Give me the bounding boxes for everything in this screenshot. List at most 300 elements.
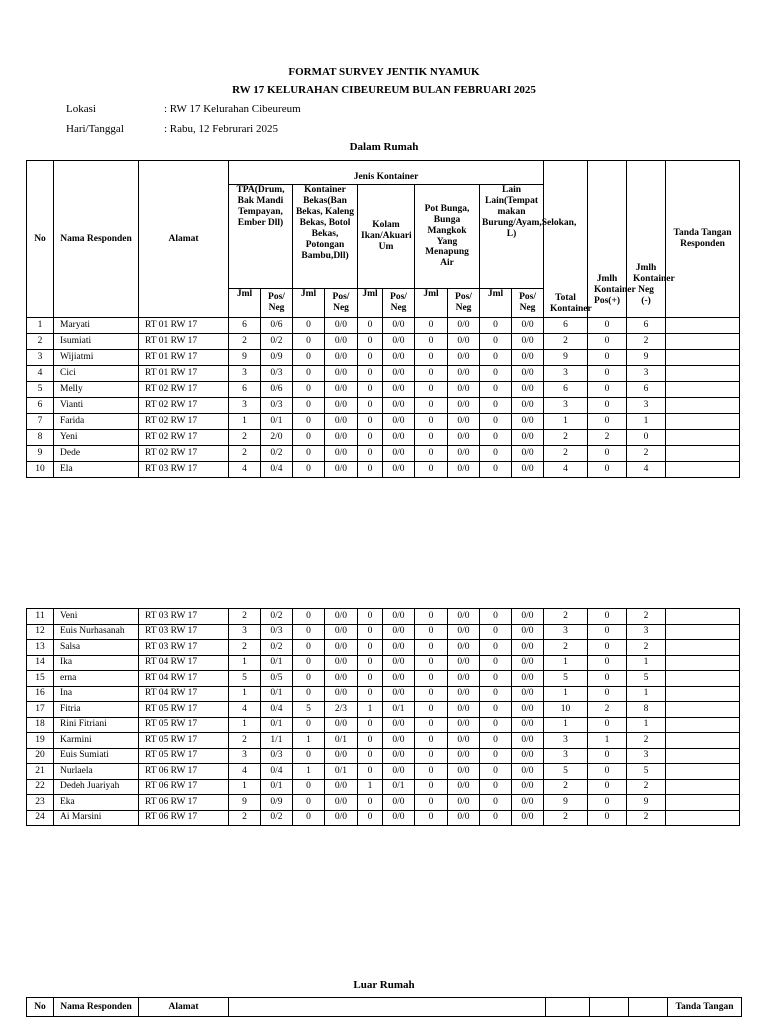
- header-lain-lain: Lain Lain(Tempat makan Burung/Ayam,Selokan, L): [480, 185, 544, 289]
- table-cell: 0/0: [512, 717, 544, 733]
- header-no: No: [27, 998, 54, 1017]
- table-cell: 0: [293, 382, 325, 398]
- table-cell: 0/0: [512, 671, 544, 687]
- table-cell: 2: [627, 640, 666, 656]
- table-row: [27, 640, 740, 656]
- table-cell: 0: [588, 624, 627, 640]
- table-cell: 3: [544, 624, 588, 640]
- table-cell: 0/0: [512, 624, 544, 640]
- table-cell: 0: [293, 779, 325, 795]
- signature-cell: [666, 779, 740, 795]
- table-cell: 0: [588, 640, 627, 656]
- table-cell: 0: [358, 686, 383, 702]
- table-cell: 0: [293, 350, 325, 366]
- table-cell: 0: [480, 318, 512, 334]
- table-cell: RT 03 RW 17: [139, 640, 229, 656]
- table-cell: 0: [480, 609, 512, 625]
- table-cell: 0: [415, 655, 448, 671]
- table-cell: 0/0: [325, 655, 358, 671]
- table-cell: 0: [415, 671, 448, 687]
- table-cell: 0/2: [261, 334, 293, 350]
- table-cell: RT 06 RW 17: [139, 764, 229, 780]
- table-cell: 9: [627, 350, 666, 366]
- table-cell: 2: [544, 640, 588, 656]
- table-cell: 0: [358, 446, 383, 462]
- table-cell: 0: [293, 414, 325, 430]
- table-cell: Veni: [54, 609, 139, 625]
- table-row: [27, 350, 740, 366]
- table-cell: 0: [588, 446, 627, 462]
- table-cell: 3: [627, 624, 666, 640]
- table-cell: 0: [358, 717, 383, 733]
- table-cell: 12: [27, 624, 54, 640]
- table-cell: 6: [229, 318, 261, 334]
- table-cell: 0/0: [325, 810, 358, 826]
- table-cell: Ina: [54, 686, 139, 702]
- table-cell: 0: [293, 624, 325, 640]
- table-cell: 0: [415, 686, 448, 702]
- table-cell: 0: [480, 733, 512, 749]
- table-cell: 0/0: [383, 717, 415, 733]
- table-cell: 0: [293, 810, 325, 826]
- table-cell: 1: [27, 318, 54, 334]
- table-cell: 0/0: [448, 430, 480, 446]
- table-cell: 7: [27, 414, 54, 430]
- table-cell: 9: [229, 795, 261, 811]
- table-cell: 0: [358, 609, 383, 625]
- table-cell: 1: [627, 717, 666, 733]
- table-cell: 0/0: [325, 671, 358, 687]
- table-row: [27, 733, 740, 749]
- table-cell: 0/0: [512, 609, 544, 625]
- table-cell: 0/0: [383, 810, 415, 826]
- table-cell: 0: [415, 318, 448, 334]
- table-cell: 17: [27, 702, 54, 718]
- table-cell: 0: [480, 702, 512, 718]
- table-cell: 0: [480, 795, 512, 811]
- table-cell: RT 03 RW 17: [139, 624, 229, 640]
- table-cell: 0: [480, 334, 512, 350]
- table-cell: 0/0: [325, 398, 358, 414]
- table-cell: 0/0: [448, 640, 480, 656]
- signature-cell: [666, 350, 740, 366]
- table-cell: 0/0: [448, 382, 480, 398]
- table-cell: 0/0: [383, 624, 415, 640]
- table-cell: 2: [544, 430, 588, 446]
- table-cell: 0: [358, 640, 383, 656]
- header-jml: Jml: [415, 289, 448, 318]
- header-posneg: Pos/ Neg: [448, 289, 480, 318]
- signature-cell: [666, 398, 740, 414]
- table-cell: 0: [415, 609, 448, 625]
- header-posneg: Pos/ Neg: [383, 289, 415, 318]
- header-blank: [590, 998, 629, 1017]
- table-cell: 0/0: [512, 462, 544, 478]
- table-cell: 0: [415, 334, 448, 350]
- table-cell: 2: [627, 810, 666, 826]
- table-cell: 0/0: [383, 609, 415, 625]
- table-cell: 3: [627, 748, 666, 764]
- table-cell: 0/0: [512, 382, 544, 398]
- hari-value: : Rabu, 12 Februrari 2025: [164, 123, 278, 135]
- survey-table-dalam-2: [26, 608, 740, 826]
- header-tpa: TPA(Drum, Bak Mandi Tempayan, Ember Dll): [229, 185, 293, 289]
- table-row: [27, 702, 740, 718]
- table-cell: Isumiati: [54, 334, 139, 350]
- table-cell: Melly: [54, 382, 139, 398]
- table-cell: RT 06 RW 17: [139, 795, 229, 811]
- table-cell: 0/0: [448, 655, 480, 671]
- table-cell: 2: [627, 446, 666, 462]
- table-cell: 0: [480, 350, 512, 366]
- header-kontainer-bekas: Kontainer Bekas(Ban Bekas, Kaleng Bekas, Botol Bekas, Potongan Bambu,Dll): [293, 185, 358, 289]
- table-row: [27, 810, 740, 826]
- table-cell: RT 01 RW 17: [139, 350, 229, 366]
- table-cell: 0: [588, 671, 627, 687]
- signature-cell: [666, 733, 740, 749]
- table-cell: 3: [544, 366, 588, 382]
- signature-cell: [666, 414, 740, 430]
- table-cell: 2: [588, 702, 627, 718]
- table-cell: 0: [480, 446, 512, 462]
- table-cell: 2: [588, 430, 627, 446]
- table-cell: 0: [415, 430, 448, 446]
- table-cell: 0/0: [448, 609, 480, 625]
- signature-cell: [666, 671, 740, 687]
- table-cell: 4: [229, 764, 261, 780]
- table-cell: 6: [27, 398, 54, 414]
- table-cell: 9: [27, 446, 54, 462]
- table-cell: 9: [229, 350, 261, 366]
- table-cell: 0/0: [448, 779, 480, 795]
- table-cell: 20: [27, 748, 54, 764]
- table-cell: 5: [293, 702, 325, 718]
- table-row: [27, 462, 740, 478]
- lokasi-label: Lokasi: [66, 103, 96, 115]
- table-cell: 0: [588, 462, 627, 478]
- section-luar-rumah: Luar Rumah: [353, 979, 415, 991]
- header-jml: Jml: [358, 289, 383, 318]
- table-cell: 5: [627, 671, 666, 687]
- table-cell: 0/0: [512, 733, 544, 749]
- table-cell: 0/0: [448, 733, 480, 749]
- table-cell: 0/1: [325, 733, 358, 749]
- table-cell: 1: [627, 686, 666, 702]
- table-cell: 0: [358, 350, 383, 366]
- table-cell: 0/0: [325, 462, 358, 478]
- table-cell: 0: [293, 366, 325, 382]
- table-cell: 1: [544, 655, 588, 671]
- table-cell: 1: [627, 655, 666, 671]
- table-cell: 0/0: [448, 318, 480, 334]
- table-cell: 0/0: [325, 366, 358, 382]
- table-cell: 0: [480, 624, 512, 640]
- table-row: [27, 446, 740, 462]
- table-cell: 2: [544, 810, 588, 826]
- table-row: [27, 318, 740, 334]
- table-cell: 0/1: [261, 414, 293, 430]
- table-cell: 0/0: [512, 655, 544, 671]
- table-cell: Karmini: [54, 733, 139, 749]
- table-cell: 0: [293, 398, 325, 414]
- header-total: Total Kontainer: [544, 161, 588, 318]
- table-cell: 0: [293, 609, 325, 625]
- table-cell: 1: [588, 733, 627, 749]
- table-cell: 6: [544, 382, 588, 398]
- table-cell: 0/0: [383, 430, 415, 446]
- table-cell: 0: [358, 795, 383, 811]
- table-cell: 0: [415, 733, 448, 749]
- table-cell: RT 03 RW 17: [139, 609, 229, 625]
- header-posneg: Pos/ Neg: [512, 289, 544, 318]
- table-cell: RT 04 RW 17: [139, 655, 229, 671]
- table-cell: 0: [415, 350, 448, 366]
- table-row: [27, 398, 740, 414]
- table-cell: 0: [358, 655, 383, 671]
- signature-cell: [666, 702, 740, 718]
- header-alamat: Alamat: [139, 998, 229, 1017]
- table-cell: 0/6: [261, 318, 293, 334]
- signature-cell: [666, 366, 740, 382]
- table-cell: 2: [229, 609, 261, 625]
- table-cell: 0/2: [261, 640, 293, 656]
- table-cell: 0: [358, 414, 383, 430]
- table-cell: 2: [229, 733, 261, 749]
- table-cell: 0/0: [325, 318, 358, 334]
- table-cell: 0/1: [383, 702, 415, 718]
- table-cell: 0/0: [448, 624, 480, 640]
- table-cell: 0/0: [448, 717, 480, 733]
- table-cell: 0: [415, 366, 448, 382]
- table-cell: 0/0: [383, 382, 415, 398]
- table-cell: 18: [27, 717, 54, 733]
- header-no: No: [27, 161, 54, 318]
- header-posneg: Pos/ Neg: [325, 289, 358, 318]
- table-cell: 0/0: [512, 702, 544, 718]
- table-cell: 0: [627, 430, 666, 446]
- table-cell: 2: [627, 609, 666, 625]
- table-cell: 0/0: [383, 398, 415, 414]
- document-title: FORMAT SURVEY JENTIK NYAMUK: [288, 66, 480, 78]
- header-tanda-tangan: Tanda Tangan Responden: [666, 161, 740, 318]
- table-cell: Dede: [54, 446, 139, 462]
- signature-cell: [666, 717, 740, 733]
- header-jml: Jml: [293, 289, 325, 318]
- table-cell: 10: [27, 462, 54, 478]
- table-cell: 0/0: [325, 382, 358, 398]
- table-cell: 4: [229, 702, 261, 718]
- table-cell: 0: [415, 779, 448, 795]
- table-cell: 2: [229, 334, 261, 350]
- table-cell: 6: [229, 382, 261, 398]
- table-cell: RT 01 RW 17: [139, 366, 229, 382]
- table-cell: 0/0: [448, 398, 480, 414]
- table-cell: 0/0: [383, 686, 415, 702]
- table-cell: 0: [480, 779, 512, 795]
- table-cell: 3: [627, 366, 666, 382]
- table-row: [27, 366, 740, 382]
- table-cell: 0: [588, 382, 627, 398]
- table-cell: 0/1: [261, 655, 293, 671]
- table-cell: 0/0: [512, 640, 544, 656]
- header-jenis-kontainer: Jenis Kontainer: [229, 161, 544, 185]
- header-blank: [629, 998, 668, 1017]
- table-cell: 0/3: [261, 748, 293, 764]
- table-cell: 0/0: [448, 414, 480, 430]
- signature-cell: [666, 748, 740, 764]
- table-cell: RT 05 RW 17: [139, 717, 229, 733]
- table-cell: 0: [588, 795, 627, 811]
- table-cell: 0/0: [383, 795, 415, 811]
- table-cell: Cici: [54, 366, 139, 382]
- table-cell: Nurlaela: [54, 764, 139, 780]
- table-cell: 2: [544, 446, 588, 462]
- table-cell: 0/0: [512, 430, 544, 446]
- table-cell: 0: [480, 655, 512, 671]
- table-cell: 0: [293, 318, 325, 334]
- header-nama: Nama Responden: [54, 161, 139, 318]
- table-row: [27, 414, 740, 430]
- table-cell: 0: [480, 810, 512, 826]
- table-cell: 0: [293, 671, 325, 687]
- table-cell: 0/0: [325, 640, 358, 656]
- table-cell: 0: [293, 640, 325, 656]
- signature-cell: [666, 462, 740, 478]
- table-cell: 0/0: [512, 398, 544, 414]
- table-cell: 0: [358, 334, 383, 350]
- table-cell: 0: [480, 398, 512, 414]
- table-cell: 0: [588, 334, 627, 350]
- table-cell: 0/0: [383, 764, 415, 780]
- table-cell: 0/4: [261, 764, 293, 780]
- table-cell: 0/3: [261, 398, 293, 414]
- table-cell: Ela: [54, 462, 139, 478]
- table-cell: 13: [27, 640, 54, 656]
- table-cell: 10: [544, 702, 588, 718]
- table-row: [27, 430, 740, 446]
- signature-cell: [666, 686, 740, 702]
- table-cell: RT 01 RW 17: [139, 318, 229, 334]
- table-cell: 0/0: [512, 686, 544, 702]
- table-cell: RT 02 RW 17: [139, 398, 229, 414]
- table-cell: 4: [229, 462, 261, 478]
- table-cell: Euis Nurhasanah: [54, 624, 139, 640]
- table-cell: 0/0: [383, 671, 415, 687]
- table-cell: RT 06 RW 17: [139, 779, 229, 795]
- table-cell: 2: [544, 334, 588, 350]
- table-cell: 4: [544, 462, 588, 478]
- table-cell: 1: [229, 686, 261, 702]
- table-cell: 0: [480, 686, 512, 702]
- table-cell: 0: [293, 686, 325, 702]
- table-cell: 0: [293, 334, 325, 350]
- table-cell: 2: [229, 430, 261, 446]
- table-cell: 0: [358, 764, 383, 780]
- table-cell: 0: [358, 810, 383, 826]
- table-cell: 3: [229, 624, 261, 640]
- table-cell: 3: [229, 748, 261, 764]
- table-row: [27, 748, 740, 764]
- table-cell: 0: [293, 655, 325, 671]
- table-cell: 0: [293, 748, 325, 764]
- table-cell: 1: [358, 702, 383, 718]
- table-cell: 2/3: [325, 702, 358, 718]
- table-cell: 0/0: [448, 446, 480, 462]
- table-cell: 5: [544, 671, 588, 687]
- header-blank: [229, 998, 546, 1017]
- table-cell: 0: [293, 462, 325, 478]
- table-cell: 0: [415, 717, 448, 733]
- table-cell: 0: [358, 624, 383, 640]
- table-cell: RT 05 RW 17: [139, 733, 229, 749]
- table-cell: 1/1: [261, 733, 293, 749]
- table-cell: 0/0: [448, 764, 480, 780]
- table-cell: 0/1: [325, 764, 358, 780]
- table-cell: RT 01 RW 17: [139, 334, 229, 350]
- table-cell: 0/0: [512, 810, 544, 826]
- table-cell: Yeni: [54, 430, 139, 446]
- table-cell: 0/0: [448, 350, 480, 366]
- table-cell: 0/0: [448, 462, 480, 478]
- table-cell: 0: [415, 624, 448, 640]
- table-cell: 0: [480, 366, 512, 382]
- table-cell: 0: [415, 462, 448, 478]
- table-cell: RT 04 RW 17: [139, 671, 229, 687]
- table-cell: 0: [293, 446, 325, 462]
- table-cell: 0/0: [325, 350, 358, 366]
- table-cell: 0: [480, 748, 512, 764]
- table-cell: 1: [229, 717, 261, 733]
- table-row: [27, 764, 740, 780]
- table-cell: 1: [229, 655, 261, 671]
- table-cell: 0/0: [383, 318, 415, 334]
- table-cell: 5: [27, 382, 54, 398]
- table-cell: 9: [544, 795, 588, 811]
- table-row: [27, 795, 740, 811]
- table-cell: 0/3: [261, 624, 293, 640]
- table-cell: 0/0: [325, 779, 358, 795]
- table-row: [27, 655, 740, 671]
- table-cell: 0/0: [383, 640, 415, 656]
- table-cell: 0: [588, 655, 627, 671]
- table-cell: 0/9: [261, 350, 293, 366]
- table-cell: RT 05 RW 17: [139, 702, 229, 718]
- table-cell: 0/0: [448, 810, 480, 826]
- table-cell: 0/1: [261, 686, 293, 702]
- table-cell: 5: [229, 671, 261, 687]
- table-cell: 0/0: [448, 366, 480, 382]
- table-cell: 0/0: [448, 671, 480, 687]
- table-cell: 2: [229, 446, 261, 462]
- table-cell: 19: [27, 733, 54, 749]
- table-cell: RT 03 RW 17: [139, 462, 229, 478]
- table-cell: 0: [415, 640, 448, 656]
- table-cell: 5: [627, 764, 666, 780]
- table-cell: 0/0: [383, 334, 415, 350]
- table-cell: 0/0: [383, 733, 415, 749]
- signature-cell: [666, 609, 740, 625]
- table-cell: 1: [293, 764, 325, 780]
- table-cell: 1: [627, 414, 666, 430]
- table-cell: 0/0: [325, 795, 358, 811]
- table-cell: 0: [415, 810, 448, 826]
- table-cell: 1: [544, 414, 588, 430]
- table-cell: Wijiatmi: [54, 350, 139, 366]
- table-row: [27, 686, 740, 702]
- table-cell: Maryati: [54, 318, 139, 334]
- table-cell: 0/0: [383, 655, 415, 671]
- table-cell: 0: [415, 414, 448, 430]
